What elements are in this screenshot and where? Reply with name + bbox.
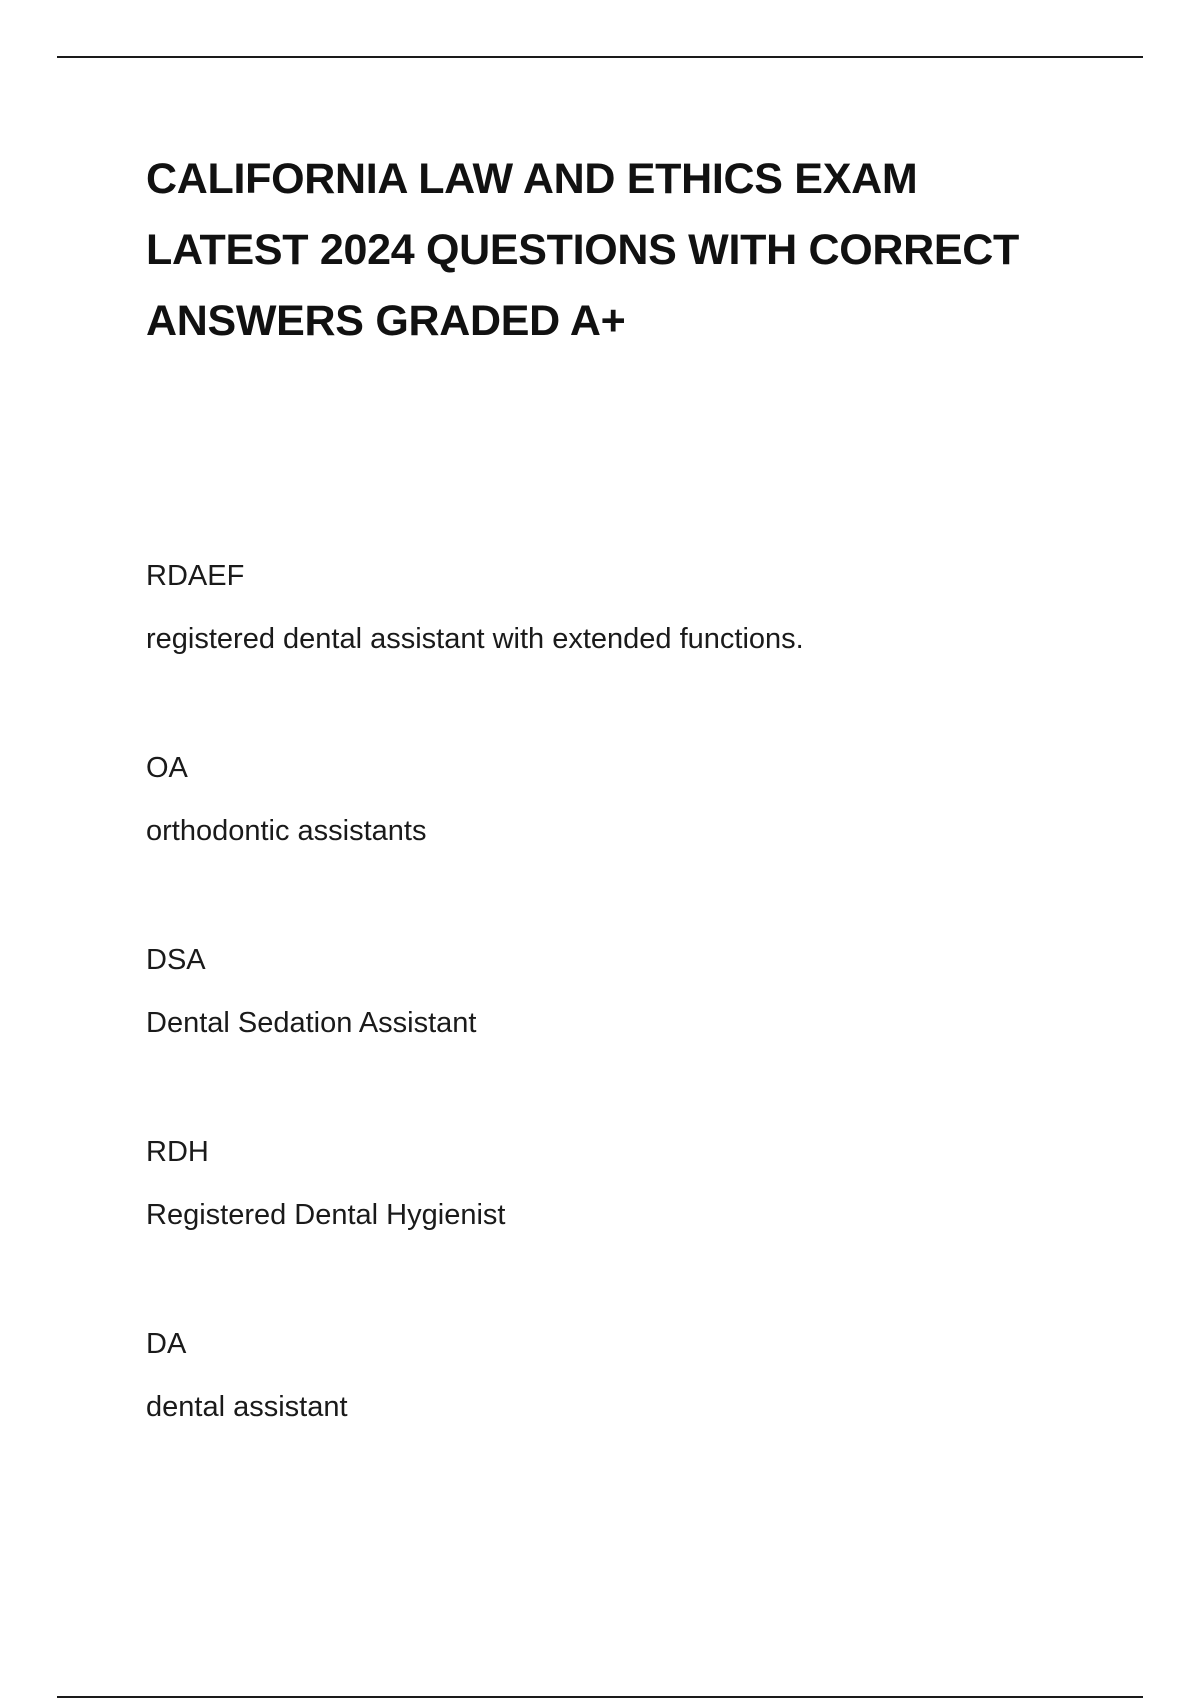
entry-term: RDH	[146, 1136, 209, 1168]
flashcard-entry	[146, 1324, 1106, 1516]
entry-definition: Dental Sedation Assistant	[146, 1007, 477, 1039]
title-line: CALIFORNIA LAW AND ETHICS EXAM	[146, 155, 918, 203]
entry-term: DSA	[146, 944, 206, 976]
entry-definition: orthodontic assistants	[146, 815, 427, 847]
title-line: ANSWERS GRADED A+	[146, 297, 626, 345]
flashcard-entry	[146, 940, 1106, 1132]
flashcard-entry	[146, 556, 1106, 748]
title-line: LATEST 2024 QUESTIONS WITH CORRECT	[146, 226, 1019, 274]
entry-definition: registered dental assistant with extended functions.	[146, 623, 804, 655]
bottom-divider	[57, 1696, 1143, 1698]
entry-term: RDAEF	[146, 560, 245, 592]
flashcard-entry	[146, 1132, 1106, 1324]
flashcard-list	[146, 556, 1106, 1516]
entry-term: DA	[146, 1328, 187, 1360]
flashcard-entry	[146, 748, 1106, 940]
entry-definition: dental assistant	[146, 1391, 348, 1423]
entry-definition: Registered Dental Hygienist	[146, 1199, 506, 1231]
top-divider	[57, 56, 1143, 58]
document-title	[146, 144, 1106, 357]
entry-term: OA	[146, 752, 188, 784]
